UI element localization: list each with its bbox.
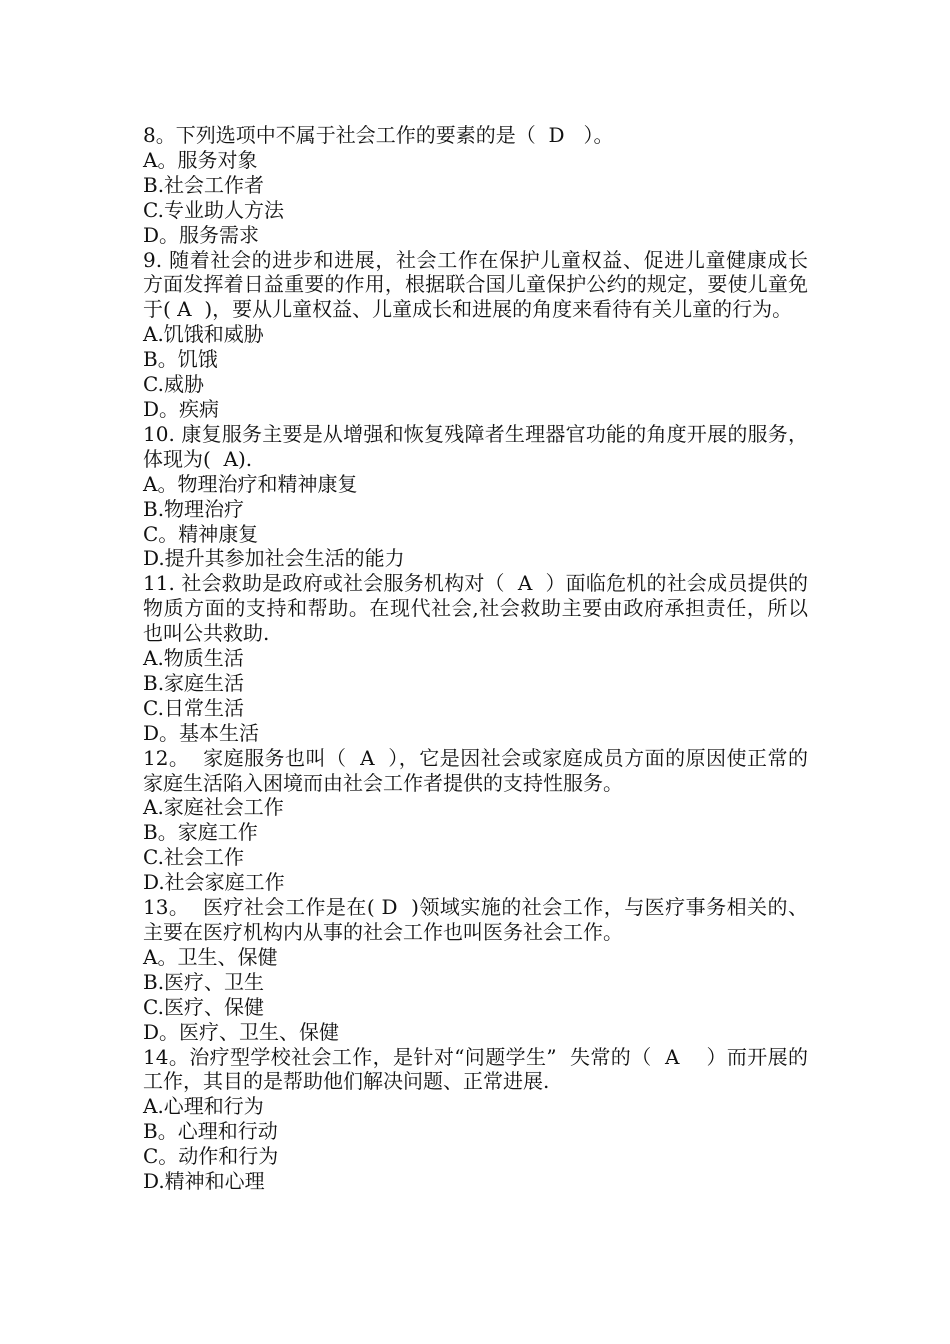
question-12 [143, 746, 808, 895]
question-14 [143, 1045, 808, 1194]
option-d: D。服务需求 [143, 222, 260, 247]
question-text: 14。治疗型学校社会工作，是针对“问题学生” 失常的（ A ）而开展的工作，其目的是帮助他们解决问题、正常进展. [143, 1044, 808, 1094]
question-list [143, 123, 808, 1194]
option-c: C.社会工作 [143, 845, 244, 870]
option-d: D.提升其参加社会生活的能力 [143, 546, 405, 571]
question-8 [143, 123, 808, 248]
question-11 [143, 571, 808, 745]
option-a: A.物质生活 [143, 646, 244, 671]
option-a: A。服务对象 [143, 147, 258, 172]
option-a: A.家庭社会工作 [143, 795, 284, 820]
option-c: C.医疗、保健 [143, 994, 264, 1019]
option-b: B.物理治疗 [143, 496, 245, 521]
option-a: A。卫生、保健 [143, 944, 278, 969]
question-text: 10. 康复服务主要是从增强和恢复残障者生理器官功能的角度开展的服务，体现为( A). [143, 421, 808, 471]
question-text: 12。 家庭服务也叫（ A ），它是因社会或家庭成员方面的原因使正常的家庭生活陷入困境而由社会工作者提供的支持性服务。 [143, 745, 808, 795]
option-d: D.社会家庭工作 [143, 870, 285, 895]
option-c: C.日常生活 [143, 695, 244, 720]
question-text: 9. 随着社会的进步和进展，社会工作在保护儿童权益、促进儿童健康成长方面发挥着日益重要的作用，根据联合国儿童保护公约的规定，要使儿童免于( A )，要从儿童权益、儿童成长和进展的角度来看待有关儿童的行为。 [143, 247, 808, 322]
option-d: D.精神和心理 [143, 1169, 265, 1194]
question-13 [143, 895, 808, 1044]
option-a: A。物理治疗和精神康复 [143, 471, 358, 496]
option-a: A.心理和行为 [143, 1094, 264, 1119]
question-text: 11. 社会救助是政府或社会服务机构对（ A ）面临危机的社会成员提供的物质方面的支持和帮助。在现代社会,社会救助主要由政府承担责任，所以也叫公共救助. [143, 571, 808, 646]
question-9 [143, 248, 808, 422]
option-c: C.专业助人方法 [143, 197, 284, 222]
option-a: A.饥饿和威胁 [143, 322, 264, 347]
option-d: D。疾病 [143, 396, 220, 421]
question-text: 8。下列选项中不属于社会工作的要素的是（ D ）。 [143, 123, 614, 147]
option-b: B.家庭生活 [143, 670, 245, 695]
question-text: 13。 医疗社会工作是在( D )领域实施的社会工作，与医疗事务相关的、主要在医疗机构内从事的社会工作也叫医务社会工作。 [143, 895, 808, 944]
option-b: B。心理和行动 [143, 1119, 278, 1144]
option-c: C。动作和行为 [143, 1144, 279, 1169]
option-c: C.威胁 [143, 372, 204, 397]
question-10 [143, 422, 808, 571]
option-b: B。饥饿 [143, 347, 218, 372]
option-c: C。精神康复 [143, 521, 259, 546]
option-d: D。基本生活 [143, 720, 260, 745]
option-b: B。家庭工作 [143, 820, 258, 845]
option-d: D。医疗、卫生、保健 [143, 1019, 340, 1044]
option-b: B.医疗、卫生 [143, 969, 265, 994]
option-b: B.社会工作者 [143, 172, 265, 197]
